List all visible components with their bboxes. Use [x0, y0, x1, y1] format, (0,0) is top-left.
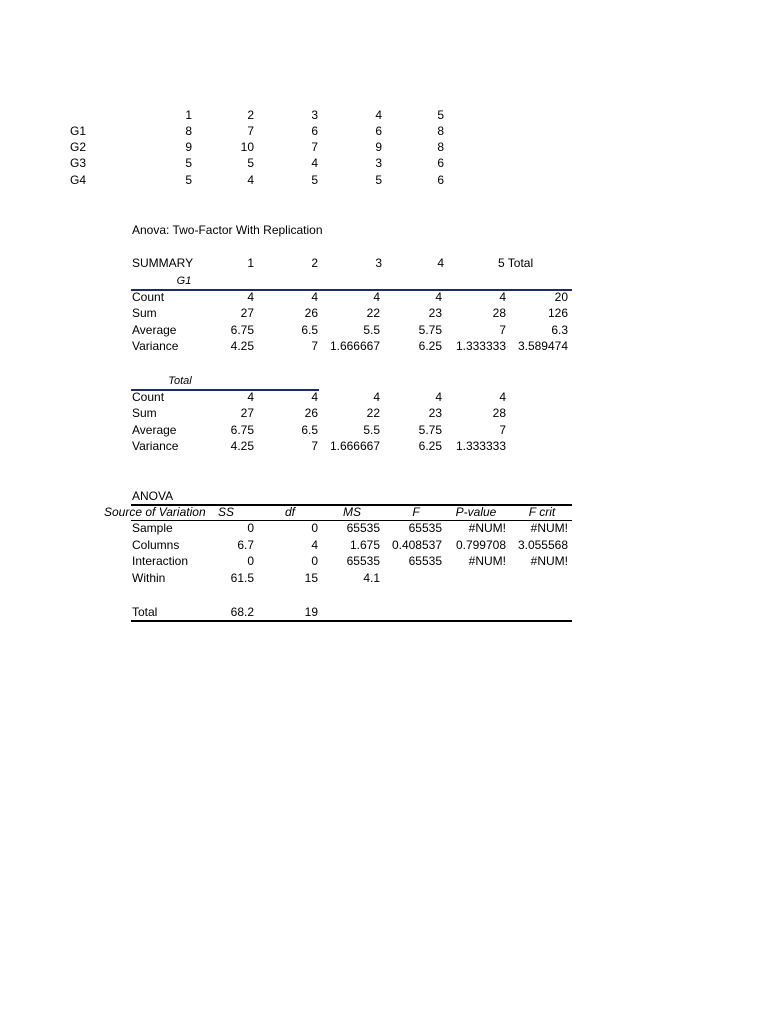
data-cell: 7 [311, 140, 318, 154]
anova-cell: 4.1 [363, 571, 380, 585]
summary-cell: 1.333333 [455, 439, 506, 453]
data-header-2: 2 [247, 108, 254, 122]
summary-cell: 4.25 [230, 339, 254, 353]
data-cell: 6 [437, 173, 444, 187]
summary-cell: 6.5 [301, 423, 318, 437]
anova-col-header: SS [217, 505, 234, 519]
data-row-label: G2 [70, 140, 87, 154]
anova-total-cell: 68.2 [230, 605, 254, 619]
anova-col-header [104, 505, 206, 519]
summary-cell: 4 [499, 390, 506, 404]
summary-cell: 6.25 [418, 339, 442, 353]
summary-cell: 7 [499, 423, 506, 437]
anova-row-label: Interaction [132, 554, 189, 568]
summary-group-name: G1 [176, 275, 192, 287]
anova-cell: #NUM! [530, 554, 568, 568]
summary-row-label: Average [132, 323, 177, 337]
anova-cell: #NUM! [530, 521, 568, 535]
data-cell: 4 [311, 156, 318, 170]
data-cell: 5 [185, 173, 192, 187]
summary-cell: 6.75 [230, 423, 254, 437]
anova-cell: 65535 [408, 554, 442, 568]
summary-cell: 4 [499, 290, 506, 304]
summary-cell: 22 [366, 406, 380, 420]
anova-col-header-text: Source of Variation [104, 505, 206, 519]
summary-col-header: 4 [437, 256, 444, 270]
summary-cell: 4 [311, 390, 318, 404]
summary-cell: 4 [373, 290, 380, 304]
summary-row-label: Count [132, 390, 165, 404]
summary-row-label: Sum [132, 406, 157, 420]
anova-cell: 65535 [408, 521, 442, 535]
data-cell: 5 [185, 156, 192, 170]
data-cell: 8 [437, 140, 444, 154]
anova-cell: #NUM! [468, 521, 506, 535]
anova-row-label: Sample [132, 521, 173, 535]
anova-row-label: Columns [132, 538, 180, 552]
anova-row-label: Within [132, 571, 166, 585]
data-row-label: G1 [70, 124, 87, 138]
data-cell: 5 [247, 156, 254, 170]
summary-cell: 7 [311, 439, 318, 453]
data-header-5: 5 [437, 108, 444, 122]
anova-total-cell: 19 [304, 605, 318, 619]
summary-cell: 4 [435, 290, 442, 304]
summary-cell: 28 [492, 406, 506, 420]
anova-col-header: F [412, 505, 420, 519]
data-cell: 9 [375, 140, 382, 154]
anova-cell: 0 [311, 521, 318, 535]
summary-cell: 4 [311, 290, 318, 304]
summary-cell: 5.75 [418, 323, 442, 337]
data-cell: 6 [311, 124, 318, 138]
anova-cell: 65535 [346, 554, 380, 568]
data-cell: 4 [247, 173, 254, 187]
summary-cell: 23 [428, 306, 442, 320]
summary-cell: 126 [547, 306, 568, 320]
data-row-label: G4 [70, 173, 87, 187]
data-cell: 6 [437, 156, 444, 170]
anova-cell: 6.7 [237, 538, 254, 552]
summary-cell: 6.75 [230, 323, 254, 337]
summary-cell: 27 [240, 306, 254, 320]
summary-cell: 4 [247, 290, 254, 304]
summary-cell: 22 [366, 306, 380, 320]
anova-cell: 65535 [346, 521, 380, 535]
data-cell: 8 [437, 124, 444, 138]
summary-cell: 5.75 [418, 423, 442, 437]
summary-col-header: 2 [311, 256, 318, 270]
anova-title: Anova: Two-Factor With Replication [132, 223, 323, 237]
anova-cell: 3.055568 [517, 538, 568, 552]
summary-cell: 5.5 [363, 423, 380, 437]
data-header-4: 4 [375, 108, 382, 122]
data-cell: 5 [375, 173, 382, 187]
anova-cell: 15 [304, 571, 318, 585]
summary-cell: 6.5 [301, 323, 318, 337]
summary-cell: 3.589474 [517, 339, 568, 353]
anova-cell: 4 [311, 538, 318, 552]
summary-row-label: Sum [132, 306, 157, 320]
data-cell: 3 [375, 156, 382, 170]
data-header-3: 3 [311, 108, 318, 122]
anova-col-header: df [284, 505, 295, 519]
summary-cell: 23 [428, 406, 442, 420]
anova-cell: 0 [311, 554, 318, 568]
summary-cell: 6.3 [551, 323, 568, 337]
summary-row-label: Variance [132, 339, 179, 353]
anova-cell: 0 [247, 554, 254, 568]
data-cell: 6 [375, 124, 382, 138]
summary-cell: 6.25 [418, 439, 442, 453]
anova-cell: 0 [247, 521, 254, 535]
summary-cell: 27 [240, 406, 254, 420]
summary-cell: 5.5 [363, 323, 380, 337]
anova-col-header: MS [343, 505, 361, 519]
summary-cell: 1.666667 [329, 339, 380, 353]
summary-cell: 4 [373, 390, 380, 404]
summary-cell: 1.333333 [455, 339, 506, 353]
summary-label: SUMMARY [132, 256, 194, 270]
summary-cell: 4.25 [230, 439, 254, 453]
data-cell: 7 [247, 124, 254, 138]
summary-col-header: 3 [375, 256, 382, 270]
summary-row-label: Count [132, 290, 165, 304]
summary-cell: 20 [554, 290, 568, 304]
summary-row-label: Average [132, 423, 177, 437]
summary-cell: 7 [311, 339, 318, 353]
summary-col-header: 1 [247, 256, 254, 270]
anova-cell: 61.5 [230, 571, 254, 585]
summary-cell: 28 [492, 306, 506, 320]
summary-cell: 4 [247, 390, 254, 404]
data-row-label: G3 [70, 156, 87, 170]
anova-cell: 1.675 [349, 538, 380, 552]
data-cell: 8 [185, 124, 192, 138]
anova-col-header: P-value [455, 505, 497, 519]
anova-col-header: F crit [528, 505, 556, 519]
anova-total-label: Total [132, 605, 158, 619]
summary-cell: 7 [499, 323, 506, 337]
data-header-1: 1 [185, 108, 192, 122]
anova-cell: 0.408537 [391, 538, 442, 552]
summary-cell: 26 [304, 306, 318, 320]
summary-row-label: Variance [132, 439, 179, 453]
summary-cell: 4 [435, 390, 442, 404]
summary-total-name: Total [168, 375, 192, 387]
anova-label: ANOVA [132, 489, 174, 503]
summary-cell: 1.666667 [329, 439, 380, 453]
data-cell: 10 [240, 140, 254, 154]
anova-bottom-rule [131, 620, 572, 622]
data-cell: 5 [311, 173, 318, 187]
summary-cell: 26 [304, 406, 318, 420]
summary-col-header: 5 Total [498, 256, 534, 270]
anova-cell: #NUM! [468, 554, 506, 568]
data-cell: 9 [185, 140, 192, 154]
anova-cell: 0.799708 [455, 538, 506, 552]
